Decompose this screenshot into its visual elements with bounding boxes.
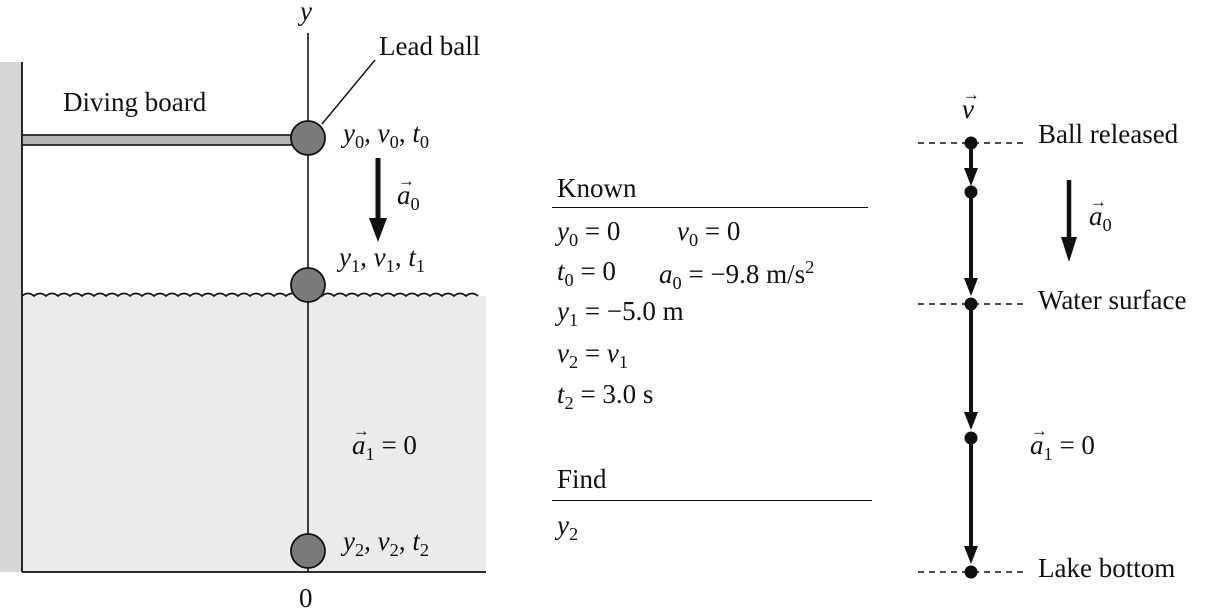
lake-bottom-label: Lake bottom	[1038, 553, 1176, 583]
ball-released-label: Ball released	[1038, 119, 1179, 149]
known-a0-exponent: 2	[805, 257, 815, 277]
water-surface-wave	[22, 294, 478, 297]
known-v2-symbol: v	[557, 338, 569, 368]
find-heading: Find	[557, 464, 607, 494]
known-t0-sub: 0	[564, 269, 574, 290]
known-row-1b	[677, 218, 740, 249]
ball-position-0	[291, 121, 325, 155]
find-y2-sub: 2	[568, 523, 579, 544]
known-rule	[552, 207, 868, 208]
lead-ball-leader	[322, 60, 375, 124]
velocity-vector-3-head	[964, 412, 978, 430]
ball-position-1	[291, 268, 325, 302]
wall-shading	[0, 62, 22, 572]
known-t0-symbol: t	[557, 256, 565, 286]
known-y0-value: = 0	[578, 216, 621, 246]
known-v1-symbol: v	[606, 338, 619, 368]
accel-0-sub-left: 0	[410, 193, 420, 214]
point-2-v-sub: 2	[389, 539, 399, 560]
known-v0-sub: 0	[688, 229, 699, 250]
known-row-4	[557, 340, 628, 371]
known-row-2	[557, 258, 616, 289]
accel-1-rest-left: = 0	[374, 430, 417, 460]
diving-board-label: Diving board	[63, 87, 207, 117]
motion-dot-4	[965, 432, 978, 445]
motion-dot-3	[965, 298, 978, 311]
point-2-t: t	[412, 526, 420, 556]
velocity-vector-4-head	[964, 546, 978, 564]
motion-dot-5	[965, 566, 978, 579]
known-t0-value: = 0	[573, 256, 616, 286]
accel-0-symbol-right: → a	[1089, 203, 1103, 230]
point-2-t-sub: 2	[419, 539, 430, 560]
known-v0-value: = 0	[698, 216, 741, 246]
velocity-label	[962, 96, 974, 123]
lead-ball-label: Lead ball	[379, 31, 481, 61]
point-0-v: v	[377, 118, 390, 148]
origin-label: 0	[299, 583, 313, 613]
known-heading: Known	[557, 173, 637, 203]
find-y2-symbol: y	[557, 510, 569, 540]
velocity-vector-1-head	[964, 168, 978, 186]
accel-1-sub-left: 1	[365, 443, 375, 464]
known-a0-symbol: a	[659, 259, 673, 290]
known-v0-symbol: v	[677, 216, 689, 246]
velocity-symbol: → v	[962, 96, 974, 123]
velocity-vector-2-head	[964, 278, 978, 296]
known-y0-sub: 0	[568, 229, 579, 250]
accel-0-label-right	[1089, 203, 1112, 234]
point-1-y: y	[339, 242, 351, 272]
known-v2-equals: =	[578, 338, 607, 368]
y-axis-label: y	[300, 0, 312, 26]
point-1-y-sub: 1	[350, 255, 361, 276]
accel-1-sub-right: 1	[1043, 443, 1053, 464]
known-v1-sub: 1	[618, 351, 629, 372]
point-0-y: y	[343, 118, 355, 148]
accel-1-symbol-right: → a	[1030, 432, 1044, 459]
known-t2-symbol: t	[557, 379, 565, 409]
accel-1-rest-right: = 0	[1052, 430, 1095, 460]
accel-1-label-right	[1030, 432, 1095, 463]
known-row-5	[557, 381, 653, 412]
point-0-t-sub: 0	[419, 131, 430, 152]
point-1-label: $y_1$, $v_1$, $t_1$	[339, 242, 426, 276]
find-rule	[552, 500, 872, 501]
known-v2-sub: 2	[568, 351, 579, 372]
point-1-v-sub: 1	[385, 255, 395, 276]
known-a0-value: = −9.8 m/s	[681, 259, 806, 290]
accel-0-label-left	[397, 182, 420, 213]
point-1-t-sub: 1	[415, 255, 426, 276]
accel-1-label-left	[352, 432, 417, 463]
accel-0-symbol-left: → a	[397, 182, 411, 209]
known-row-2b	[659, 258, 814, 292]
accel-0-sub-right: 0	[1102, 214, 1112, 235]
point-0-t: t	[412, 118, 420, 148]
point-1-v: v	[373, 242, 386, 272]
motion-dot-2	[965, 186, 978, 199]
known-a0-sub: 0	[672, 272, 682, 293]
known-y1-value: = −5.0 m	[578, 296, 684, 326]
known-row-1	[557, 218, 620, 249]
accel-arrow-right-head	[1061, 237, 1077, 262]
point-0-label: $y_0$, $v_0$, $t_0$	[343, 118, 430, 152]
point-0-v-sub: 0	[389, 131, 399, 152]
point-2-y-sub: 2	[354, 539, 365, 560]
point-2-v: v	[377, 526, 390, 556]
water-surface-label: Water surface	[1038, 285, 1187, 315]
known-y1-symbol: y	[557, 296, 569, 326]
diving-board	[22, 135, 308, 145]
point-1-t: t	[408, 242, 416, 272]
ball-position-2	[291, 534, 325, 568]
motion-dot-1	[965, 137, 978, 150]
known-y1-sub: 1	[568, 309, 579, 330]
accel-arrow-left-head	[369, 218, 387, 242]
known-t2-value: = 3.0 s	[573, 379, 654, 409]
known-t2-sub: 2	[564, 392, 574, 413]
point-2-y: y	[343, 526, 355, 556]
known-y0-symbol: y	[557, 216, 569, 246]
find-value	[557, 512, 578, 543]
point-2-label: $y_2$, $v_2$, $t_2$	[343, 526, 430, 560]
known-row-3	[557, 298, 684, 329]
point-0-y-sub: 0	[354, 131, 365, 152]
accel-1-symbol-left: → a	[352, 432, 366, 459]
